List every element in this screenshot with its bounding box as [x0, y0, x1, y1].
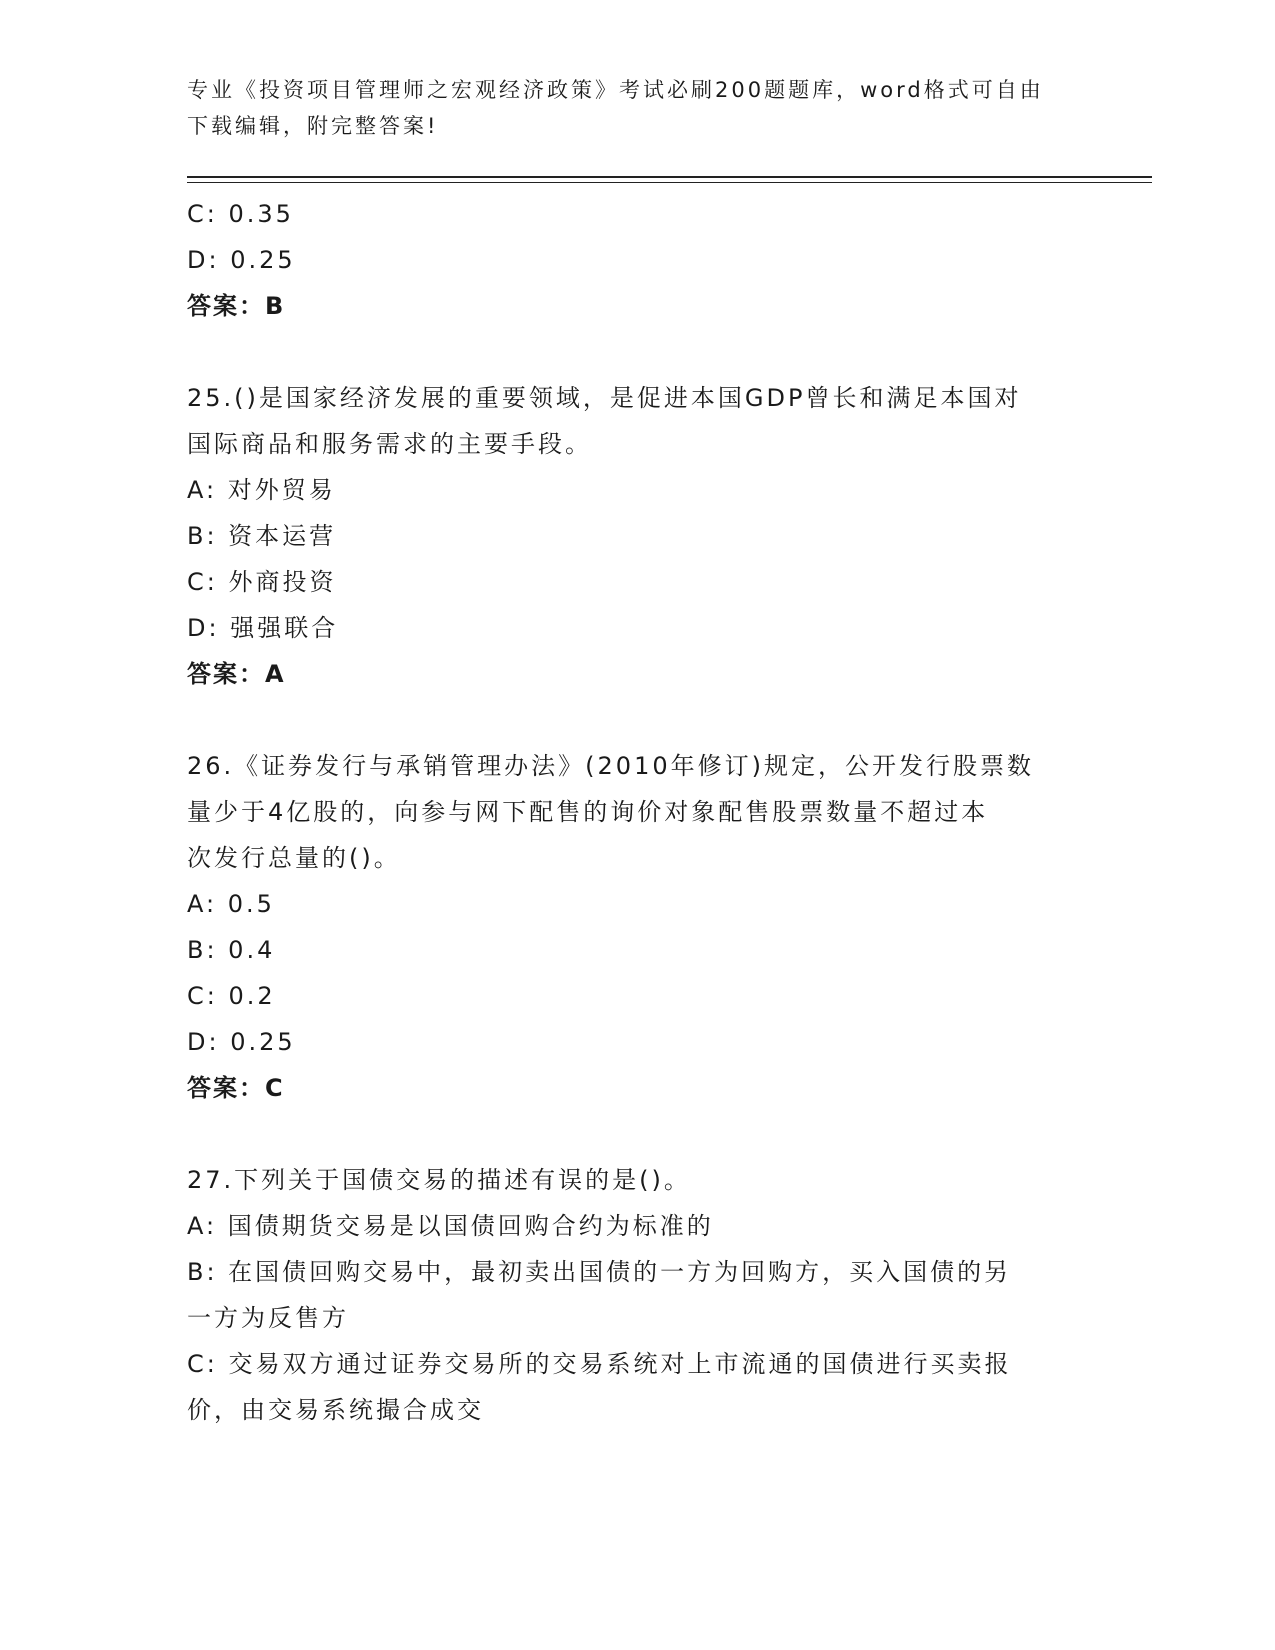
- question-stem-line: 26.《证券发行与承销管理办法》(2010年修订)规定，公开发行股票数: [187, 752, 1034, 780]
- option-line: C: 交易双方通过证券交易所的交易系统对上市流通的国债进行买卖报: [187, 1350, 1012, 1378]
- question-stem-line: 次发行总量的()。: [187, 844, 401, 872]
- answer-line: 答案：A: [187, 660, 286, 688]
- header-divider-thick: [187, 176, 1152, 178]
- option-line: A: 国债期货交易是以国债回购合约为标准的: [187, 1212, 714, 1240]
- option-line: 一方为反售方: [187, 1304, 349, 1332]
- option-line: C: 0.2: [187, 982, 276, 1010]
- document-body: [187, 191, 1087, 1433]
- header-line-2: 下载编辑，附完整答案!: [187, 114, 439, 138]
- option-line: A: 对外贸易: [187, 476, 336, 504]
- answer-line: 答案：C: [187, 1074, 285, 1102]
- question-stem-line: 27.下列关于国债交易的描述有误的是()。: [187, 1166, 691, 1194]
- option-line: B: 资本运营: [187, 522, 337, 550]
- option-line: 价，由交易系统撮合成交: [187, 1396, 484, 1424]
- option-line: B: 0.4: [187, 936, 276, 964]
- option-line: D: 强强联合: [187, 614, 339, 642]
- header-line-1: 专业《投资项目管理师之宏观经济政策》考试必刷200题题库，word格式可自由: [187, 78, 1044, 102]
- option-line: C: 外商投资: [187, 568, 337, 596]
- option-line: A: 0.5: [187, 890, 275, 918]
- question-stem-line: 国际商品和服务需求的主要手段。: [187, 430, 592, 458]
- question-stem-line: 量少于4亿股的，向参与网下配售的询价对象配售股票数量不超过本: [187, 798, 989, 826]
- option-line: D: 0.25: [187, 246, 296, 274]
- question-stem-line: 25.()是国家经济发展的重要领域，是促进本国GDP曾长和满足本国对: [187, 384, 1022, 412]
- header-divider-thin: [187, 182, 1152, 183]
- option-line: C: 0.35: [187, 200, 294, 228]
- option-line: B: 在国债回购交易中，最初卖出国债的一方为回购方，买入国债的另: [187, 1258, 1012, 1286]
- document-header: [187, 72, 1067, 144]
- answer-line: 答案：B: [187, 292, 286, 320]
- option-line: D: 0.25: [187, 1028, 296, 1056]
